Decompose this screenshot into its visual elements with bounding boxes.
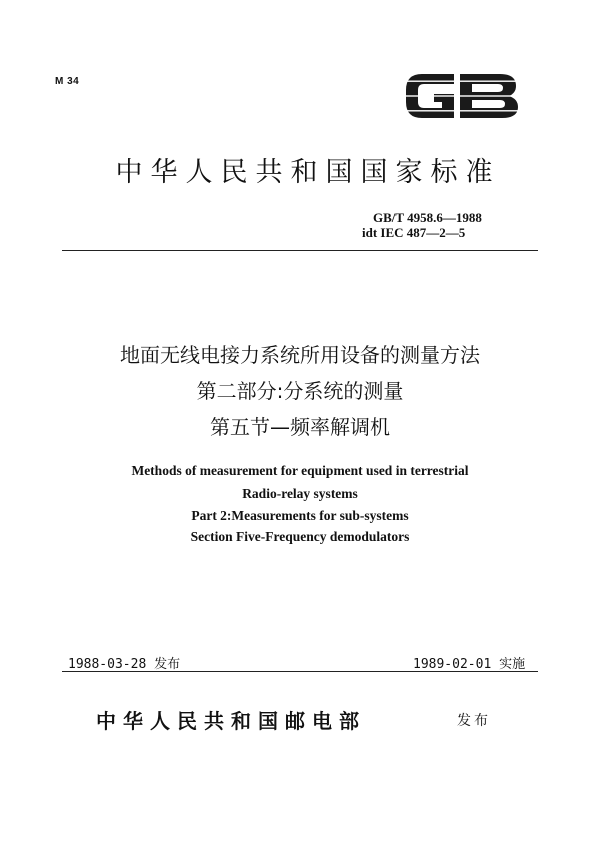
issue-date: 1988-03-28 发布	[68, 657, 181, 672]
national-standard-title: 中华人民共和国国家标准	[115, 157, 501, 188]
bottom-divider	[62, 671, 538, 672]
title-cn-line-1: 地面无线电接力系统所用设备的测量方法	[120, 343, 480, 367]
title-cn-line-2: 第二部分:分系统的测量	[196, 379, 404, 403]
top-divider	[62, 250, 538, 251]
implementation-date: 1989-02-01 实施	[413, 657, 526, 672]
standard-number	[362, 210, 482, 240]
standard-number-iec: idt IEC 487—2—5	[362, 225, 466, 240]
classification-code: M 34	[55, 76, 80, 87]
title-en-line-1: Methods of measurement for equipment used in terrestrial	[131, 463, 469, 478]
title-en-line-3: Part 2:Measurements for sub-systems	[191, 508, 409, 523]
standard-number-gb: GB/T 4958.6—1988	[373, 210, 482, 225]
issuing-authority: 中华人民共和国邮电部	[96, 709, 366, 733]
title-en-line-2: Radio-relay systems	[242, 486, 358, 501]
gb-logo-icon	[402, 68, 522, 124]
title-cn-line-3: 第五节—频率解调机	[210, 415, 390, 439]
title-en-line-4: Section Five-Frequency demodulators	[190, 529, 410, 544]
issuing-authority-suffix: 发布	[457, 713, 491, 729]
